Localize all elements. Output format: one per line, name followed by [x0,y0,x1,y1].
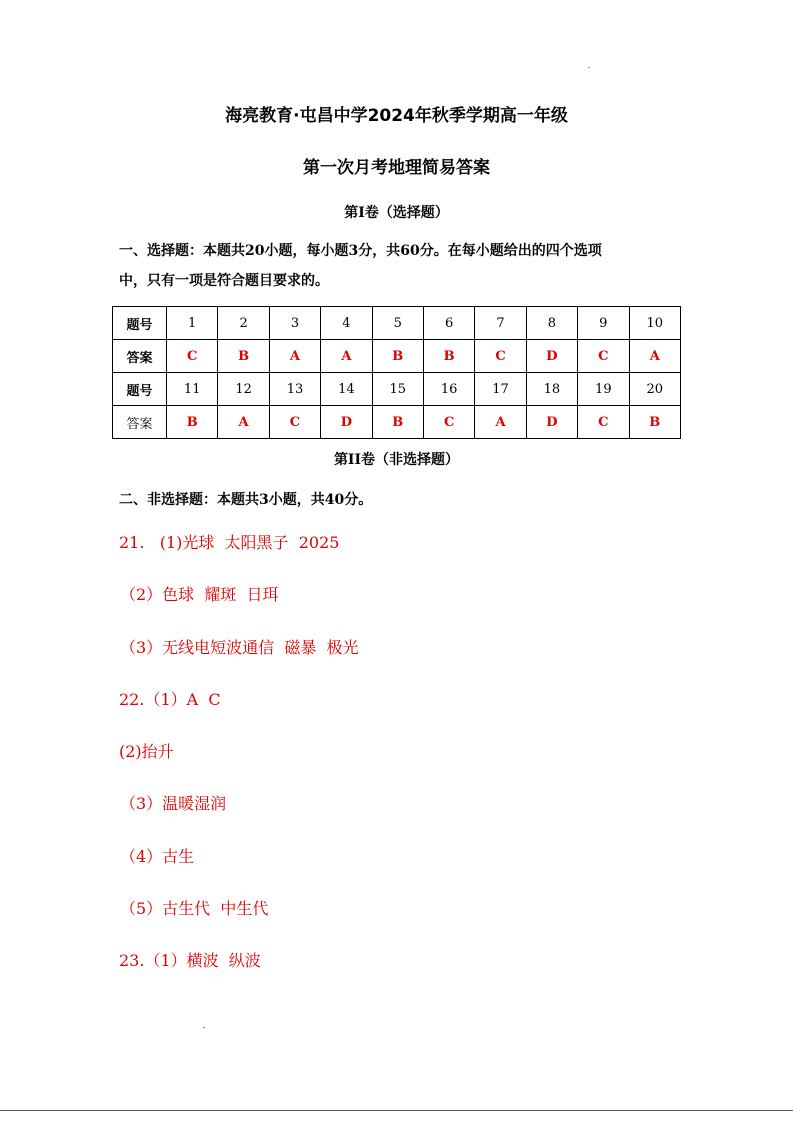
section2-title: 第II卷（非选择题） [333,452,460,468]
answer-cell: C [167,340,218,373]
question-number: 5 [372,307,423,340]
answer-cell: A [269,340,320,373]
answer-cell: D [321,406,372,439]
question-number: 7 [475,307,526,340]
answer-cell: B [372,340,423,373]
question-number: 1 [167,307,218,340]
row-header-answer: 答案 [113,340,167,373]
answer-cell: C [578,340,629,373]
question-number: 9 [578,307,629,340]
answer-cell: A [218,406,269,439]
row-header-question: 题号 [113,373,167,406]
answer-table [112,306,681,439]
answer-cell: C [578,406,629,439]
answer-cell: B [629,406,680,439]
question-number: 11 [167,373,218,406]
section1-title: 第I卷（选择题） [344,205,449,221]
section1-instructions-line1: 一、选择题：本题共20小题，每小题3分，共60分。在每小题给出的四个选项 [119,243,602,259]
question-number: 4 [321,307,372,340]
answer-cell: C [475,340,526,373]
answer-23-part1: 23.（1）横波 纵波 [119,951,261,970]
scan-dot [588,67,590,68]
answer-cell: C [269,406,320,439]
answer-cell: A [629,340,680,373]
question-number: 6 [423,307,474,340]
document-title: 海亮教育·屯昌中学2024年秋季学期高一年级 [225,106,568,126]
answer-cell: B [372,406,423,439]
answer-22-part2: (2)抬升 [119,742,174,761]
table-row [113,406,681,439]
question-number: 8 [526,307,577,340]
page-bottom-rule [0,1110,793,1111]
answer-cell: B [423,340,474,373]
question-number: 18 [526,373,577,406]
question-number: 16 [423,373,474,406]
question-number: 15 [372,373,423,406]
question-number: 14 [321,373,372,406]
question-number: 12 [218,373,269,406]
table-row [113,340,681,373]
row-header-question: 题号 [113,307,167,340]
answer-cell: C [423,406,474,439]
question-number: 3 [269,307,320,340]
question-number: 17 [475,373,526,406]
question-number: 10 [629,307,680,340]
answer-cell: A [321,340,372,373]
section2-instructions: 二、非选择题：本题共3小题，共40分。 [119,492,373,508]
answer-cell: B [218,340,269,373]
answer-cell: D [526,406,577,439]
answer-22-part5: （5）古生代 中生代 [120,899,269,918]
answer-cell: A [475,406,526,439]
question-number: 19 [578,373,629,406]
section1-instructions-line2: 中，只有一项是符合题目要求的。 [119,273,329,289]
answer-cell: D [526,340,577,373]
answer-21-part2: （2）色球 耀斑 日珥 [120,585,279,604]
answer-22-part4: （4）古生 [120,847,195,866]
table-row [113,307,681,340]
question-number: 2 [218,307,269,340]
question-number: 13 [269,373,320,406]
scan-dot [203,1027,205,1028]
row-header-answer: 答案 [113,406,167,439]
answer-21-part1: 21. (1)光球 太阳黑子 2025 [119,533,340,552]
question-number: 20 [629,373,680,406]
table-row [113,373,681,406]
answer-22-part3: （3）温暖湿润 [120,794,227,813]
answer-21-part3: （3）无线电短波通信 磁暴 极光 [120,638,359,657]
answer-22-part1: 22.（1）A C [119,690,221,709]
document-subtitle: 第一次月考地理简易答案 [303,158,490,178]
answer-cell: B [167,406,218,439]
